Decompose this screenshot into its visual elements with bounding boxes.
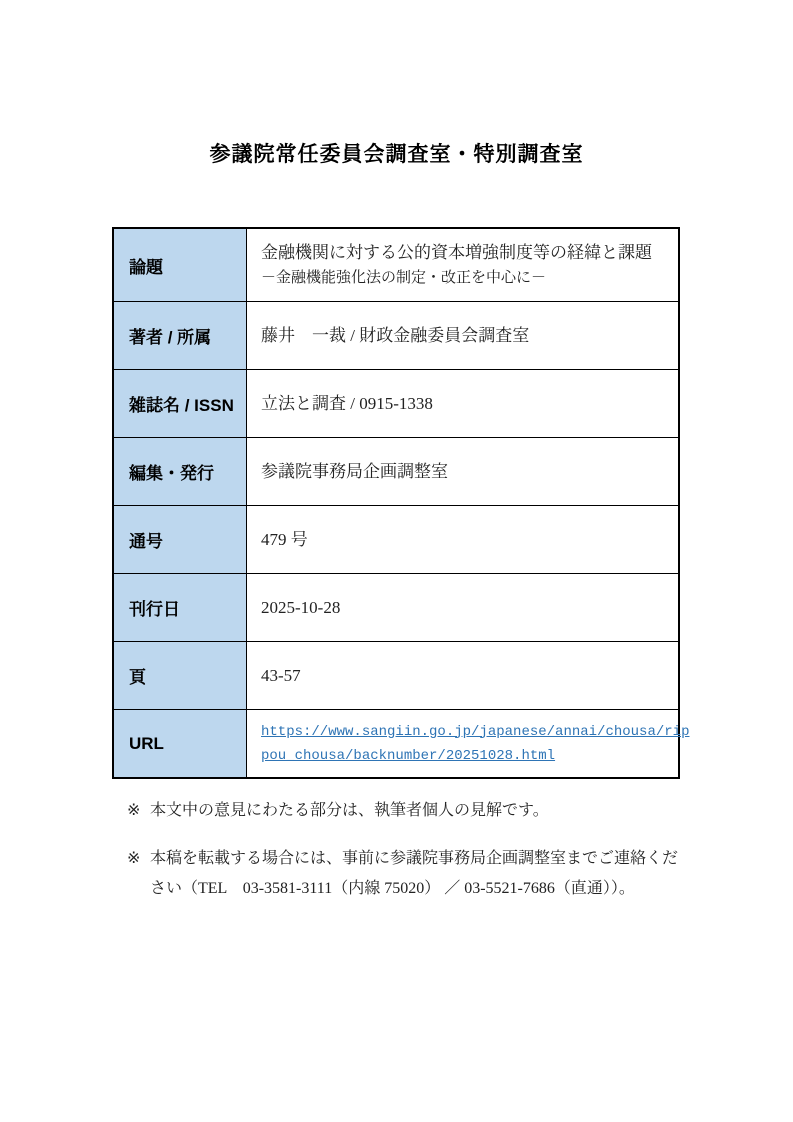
table-row <box>114 709 690 777</box>
note-marker: ※ <box>127 802 141 819</box>
row-label-issue: 通号 <box>114 506 247 573</box>
footnote-reprint-line-1: 本稿を転載する場合には、事前に参議院事務局企画調整室までご連絡くだ <box>150 850 679 867</box>
issue-number: 479 号 <box>261 529 308 549</box>
footnote-opinion-text: 本文中の意見にわたる部分は、執筆者個人の見解です。 <box>150 802 549 819</box>
note-marker: ※ <box>127 850 141 867</box>
row-value-publisher <box>247 438 678 505</box>
footnote-opinion <box>127 796 697 826</box>
table-row <box>114 641 678 709</box>
article-subtitle: －金融機能強化法の制定・改正を中心に－ <box>261 270 547 286</box>
url-line-1: https://www.sangiin.go.jp/japanese/annai/chousa/rip <box>261 723 690 740</box>
table-row <box>114 573 678 641</box>
table-row <box>114 229 678 301</box>
row-value-pubdate <box>247 574 678 641</box>
table-row <box>114 301 678 369</box>
article-url-link[interactable] <box>261 720 689 768</box>
row-label-pages: 頁 <box>114 642 247 709</box>
journal-issn: 立法と調査 / 0915-1338 <box>261 393 433 413</box>
table-row <box>114 437 678 505</box>
row-label-author: 著者 / 所属 <box>114 302 247 369</box>
row-label-rondai: 論題 <box>114 229 247 301</box>
row-label-journal: 雑誌名 / ISSN <box>114 370 247 437</box>
row-value-pages <box>247 642 678 709</box>
row-label-url: URL <box>114 710 247 777</box>
row-value-issue <box>247 506 678 573</box>
footnotes <box>127 796 697 922</box>
row-value-author <box>247 302 678 369</box>
article-title: 金融機関に対する公的資本増強制度等の経緯と課題 <box>261 243 652 262</box>
table-row <box>114 505 678 573</box>
page-range: 43-57 <box>261 665 301 685</box>
author-affiliation: 藤井 一裁 / 財政金融委員会調査室 <box>261 325 530 345</box>
row-value-rondai <box>247 229 678 301</box>
publication-info-table <box>112 227 690 779</box>
url-line-2: pou_chousa/backnumber/20251028.html <box>261 747 556 764</box>
publisher: 参議院事務局企画調整室 <box>261 461 448 481</box>
table-row <box>114 369 678 437</box>
row-label-publisher: 編集・発行 <box>114 438 247 505</box>
footnote-reprint-line-2: さい（TEL 03-3581-3111（内線 75020） ／ 03-5521-7686（直通））。 <box>150 880 635 897</box>
publication-date: 2025-10-28 <box>261 597 341 617</box>
footnote-reprint <box>127 844 697 904</box>
page-title: 参議院常任委員会調査室・特別調査室 <box>209 143 584 166</box>
row-label-pubdate: 刊行日 <box>114 574 247 641</box>
row-value-url <box>247 710 697 777</box>
row-value-journal <box>247 370 678 437</box>
